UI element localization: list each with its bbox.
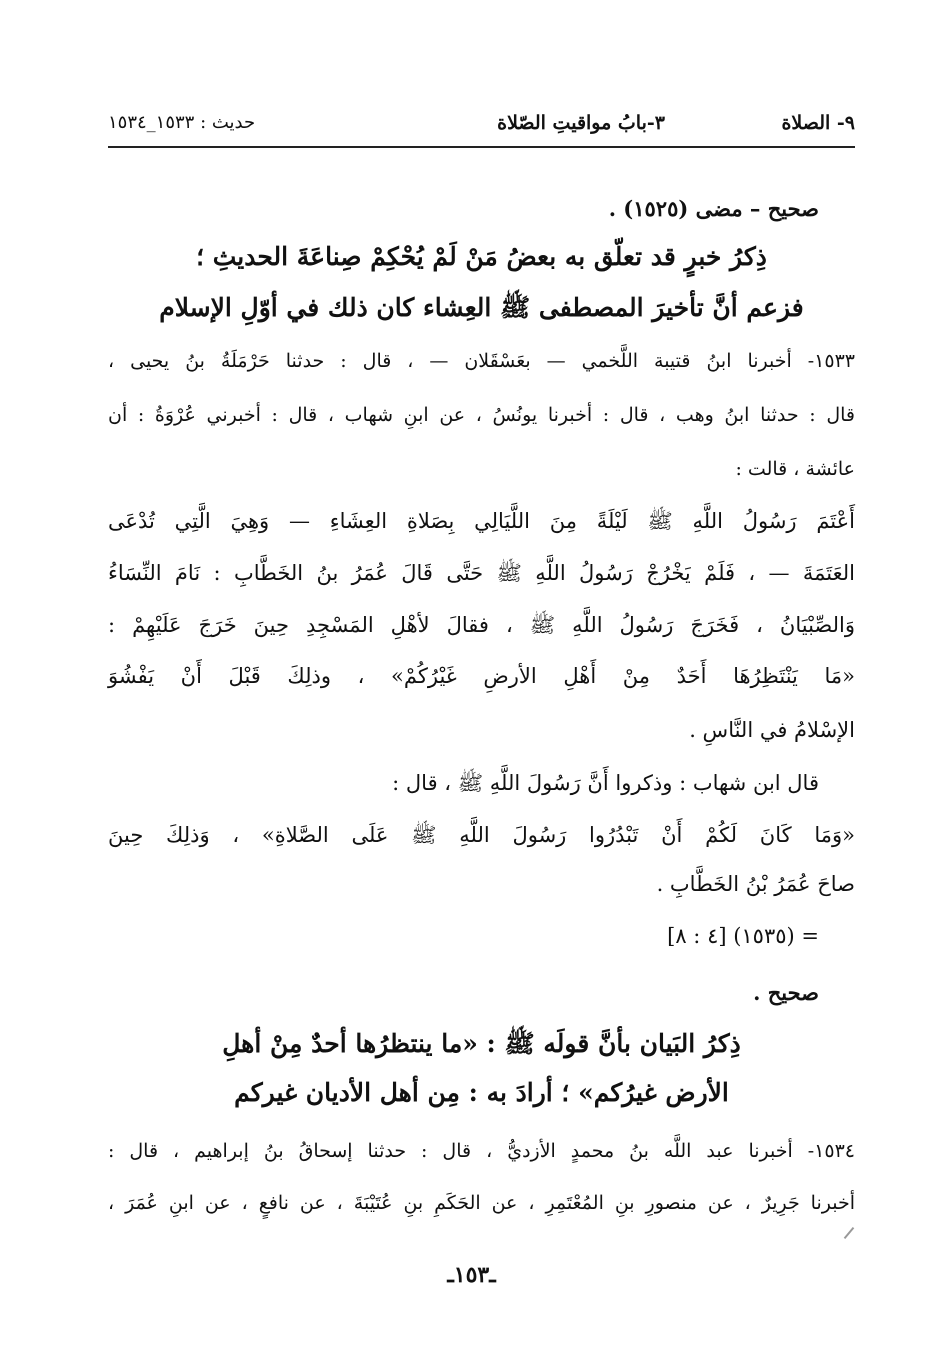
running-header (108, 112, 855, 142)
matn-line: قال ابن شهاب : وذكروا أَنَّ رَسُولَ اللَّهِ ﷺ ، قال : (392, 771, 819, 795)
grading-line: صحيح . (753, 980, 819, 1005)
matn-line: صاحَ عُمَرُ بْنُ الخَطَّابِ . (656, 872, 855, 896)
page-number: ـ١٥٣ـ (447, 1262, 496, 1288)
chapter-heading-line-1: ذِكرُ البَيان بأنَّ قولَه ﷺ : «ما ينتظرُها أحدٌ مِنْ أهلِ (222, 1029, 741, 1058)
isnad-line: أخبرنا جَرِيرٌ ، عن منصورِ بنِ المُعْتَمِرِ ، عن الحَكَمِ بنِ عُتَيْبَةَ ، عن نافعٍ ، عن ابنِ عُمَرَ ، (108, 1192, 855, 1214)
cross-reference: = (١٥٣٥) [٤ : ٨] (667, 924, 819, 948)
matn-line: «وَمَا كَانَ لَكُمْ أَنْ تَبْدُرُوا رَسُولَ اللَّهِ ﷺ عَلَى الصَّلاةِ» ، وَذلِكَ حِينَ (108, 823, 855, 847)
matn-line: أَعْتَمَ رَسُولُ اللَّهِ ﷺ لَيْلَةً مِنَ اللَّيَالِي بِصَلاةِ العِشَاءِ — وَهِيَ الَّتِي تُدْعَى (108, 509, 855, 533)
matn-line: الإسْلامُ في النَّاسِ . (689, 718, 855, 742)
chapter-heading-line-2: الأرض غيرُكم» ؛ أرادَ به : مِن أهل الأديان غيركم (234, 1078, 729, 1107)
scan-mark (844, 1227, 855, 1239)
section-title: ٣-بابُ مواقيتِ الصّلاة (497, 112, 665, 134)
matn-line: وَالصِّبْيَانُ ، فَخَرَجَ رَسُولُ اللَّهِ ﷺ ، فقالَ لأهْلِ المَسْجِدِ حِينَ خَرَجَ عَلَيْهِمْ : (108, 613, 855, 637)
isnad-line: ١٥٣٣- أخبرنا ابنُ قتيبة اللَّخمي — بعَسْقَلان — ، قال : حدثنا حَرْمَلَةُ بنُ يحيى ، (108, 350, 855, 372)
isnad-line: ١٥٣٤- أخبرنا عبد اللَّه بنُ محمدٍ الأزديُّ ، قال : حدثنا إسحاقُ بنُ إبراهيم ، قال : (108, 1140, 855, 1162)
chapter-heading-line-2: فزعم أنَّ تأخيرَ المصطفى ﷺ العِشاء كان ذلك في أوّلِ الإسلام (159, 293, 804, 322)
matn-line: العَتَمَةَ — ، فَلَمْ يَخْرُجْ رَسُولُ اللَّهِ ﷺ حَتَّى قَالَ عُمَرُ بنُ الخَطَّابِ : نَامَ النِّسَاءُ (108, 561, 855, 585)
chapter-heading-line-1: ذِكرُ خبرٍ قد تعلّق به بعضُ مَنْ لَمْ يُحْكِمْ صِناعَةَ الحديثِ ؛ (196, 242, 767, 271)
isnad-line: عائشة ، قالت : (735, 458, 855, 480)
isnad-line: قال : حدثنا ابنُ وهب ، قال : أخبرنا يونُسُ ، عن ابنِ شهاب ، قال : أخبرني عُرْوَةُ : أن (108, 404, 855, 426)
chapter-title: ٩- الصلاة (781, 112, 855, 134)
header-rule (108, 146, 855, 148)
hadith-range: حديث : ١٥٣٣_١٥٣٤ (108, 112, 256, 133)
grading-line: صحيح – مضى (١٥٢٥) . (608, 196, 819, 221)
matn-line: «مَا يَنْتَظِرُهَا أَحَدٌ مِنْ أَهْلِ الأرضِ غَيْرُكُمْ» ، وذلِكَ قَبْلَ أَنْ يَفْشُوَ (108, 664, 855, 688)
